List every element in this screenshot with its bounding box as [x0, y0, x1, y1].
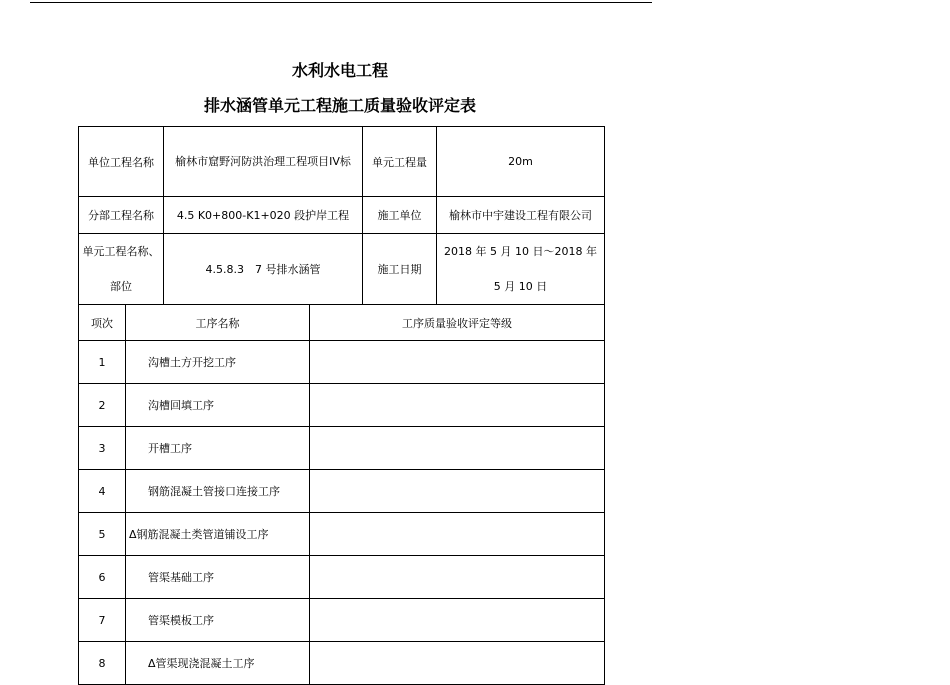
unit-quantity-value: 20m — [437, 127, 605, 197]
row-no: 6 — [79, 556, 126, 599]
table-row — [79, 341, 605, 384]
info-row-unit — [79, 127, 605, 197]
info-row-element — [79, 234, 605, 305]
table-row — [79, 599, 605, 642]
top-rule — [30, 0, 652, 3]
row-no: 2 — [79, 384, 126, 427]
col-header-grade: 工序质量验收评定等级 — [310, 305, 605, 341]
row-grade — [310, 599, 605, 642]
table-row — [79, 384, 605, 427]
row-no: 3 — [79, 427, 126, 470]
table-row — [79, 513, 605, 556]
element-label: 单元工程名称、部位 — [79, 234, 164, 305]
table-row — [79, 427, 605, 470]
quality-evaluation-table — [78, 126, 605, 685]
row-process-name: Δ钢筋混凝土类管道铺设工序 — [126, 513, 310, 556]
info-row-sub — [79, 197, 605, 234]
row-grade — [310, 642, 605, 685]
sub-project-label: 分部工程名称 — [79, 197, 164, 234]
col-header-no: 项次 — [79, 305, 126, 341]
row-process-name: 开槽工序 — [126, 427, 310, 470]
row-no: 4 — [79, 470, 126, 513]
row-grade — [310, 470, 605, 513]
row-no: 8 — [79, 642, 126, 685]
contractor-value: 榆林市中宇建设工程有限公司 — [437, 197, 605, 234]
unit-project-value: 榆林市窟野河防洪治理工程项目IV标 — [164, 127, 363, 197]
date-value: 2018 年 5 月 10 日～2018 年 5 月 10 日 — [437, 234, 605, 305]
row-grade — [310, 341, 605, 384]
table-row — [79, 642, 605, 685]
document-title: 水利水电工程 — [291, 61, 388, 80]
row-no: 7 — [79, 599, 126, 642]
unit-quantity-label: 单元工程量 — [363, 127, 437, 197]
date-label: 施工日期 — [363, 234, 437, 305]
sub-project-value: 4.5 K0+800-K1+020 段护岸工程 — [164, 197, 363, 234]
column-header-row — [79, 305, 605, 341]
row-grade — [310, 427, 605, 470]
row-process-name: 管渠模板工序 — [126, 599, 310, 642]
row-no: 5 — [79, 513, 126, 556]
table-row — [79, 470, 605, 513]
row-grade — [310, 513, 605, 556]
row-process-name: 管渠基础工序 — [126, 556, 310, 599]
row-grade — [310, 556, 605, 599]
row-process-name: Δ管渠现浇混凝土工序 — [126, 642, 310, 685]
row-grade — [310, 384, 605, 427]
contractor-label: 施工单位 — [363, 197, 437, 234]
element-value: 4.5.8.3 7 号排水涵管 — [164, 234, 363, 305]
row-no: 1 — [79, 341, 126, 384]
table-row — [79, 556, 605, 599]
row-process-name: 沟槽回填工序 — [126, 384, 310, 427]
row-process-name: 钢筋混凝土管接口连接工序 — [126, 470, 310, 513]
form-title: 排水涵管单元工程施工质量验收评定表 — [203, 96, 476, 115]
col-header-process: 工序名称 — [126, 305, 310, 341]
unit-project-label: 单位工程名称 — [79, 127, 164, 197]
row-process-name: 沟槽土方开挖工序 — [126, 341, 310, 384]
